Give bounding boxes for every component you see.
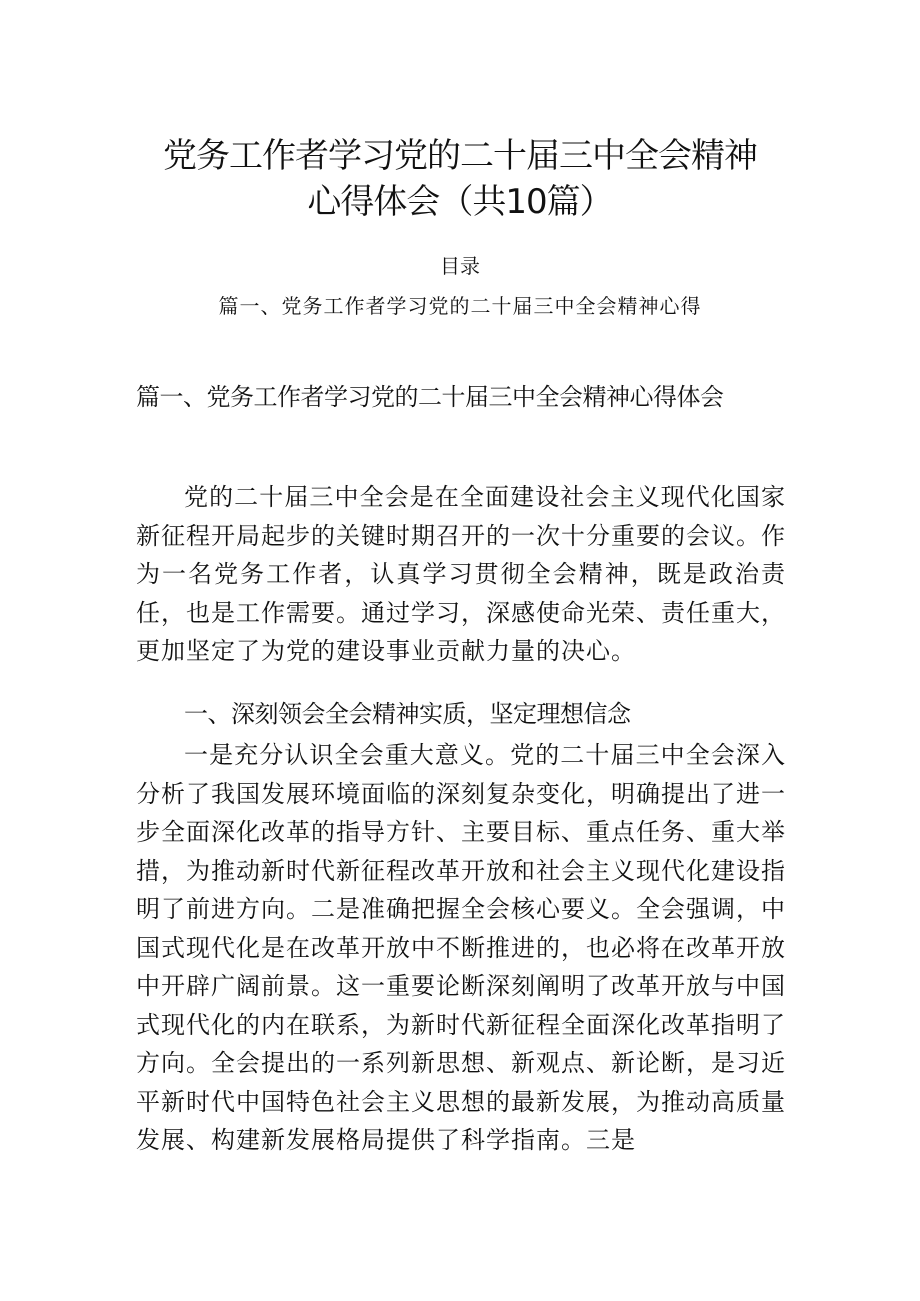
body-paragraph: 党的二十届三中全会是在全面建设社会主义现代化国家新征程开局起步的关键时期召开的一次十分重要的会议。作为一名党务工作者，认真学习贯彻全会精神，既是政治责任，也是工作需要。通过学习，深感使命光荣、责任重大，更加坚定了为党的建设事业贡献力量的决心。 xyxy=(136,483,786,665)
document-title-line-1: 党务工作者学习党的二十届三中全会精神 xyxy=(163,136,757,176)
document-title-line-2: 心得体会（共10篇） xyxy=(307,182,613,222)
subheading: 一、深刻领会全会精神实质，坚定理想信念 xyxy=(184,700,631,728)
toc-item: 篇一、党务工作者学习党的二十届三中全会精神心得 xyxy=(218,294,702,318)
section-title: 篇一、党务工作者学习党的二十届三中全会精神心得体会 xyxy=(136,383,724,411)
body-paragraph: 一是充分认识全会重大意义。党的二十届三中全会深入分析了我国发展环境面临的深刻复杂变化，明确提出了进一步全面深化改革的指导方针、主要目标、重点任务、重大举措，为推动新时代新征程改革开放和社会主义现代化建设指明了前进方向。二是准确把握全会核心要义。全会强调，中国式现代化是在改革开放中不断推进的，也必将在改革开放中开辟广阔前景。这一重要论断深刻阐明了改革开放与中国式现代化的内在联系，为新时代新征程全面深化改革指明了方向。全会提出的一系列新思想、新观点、新论断，是习近平新时代中国特色社会主义思想的最新发展，为推动高质量发展、构建新发展格局提供了科学指南。三是 xyxy=(136,741,786,1154)
toc-heading: 目录 xyxy=(440,254,480,278)
